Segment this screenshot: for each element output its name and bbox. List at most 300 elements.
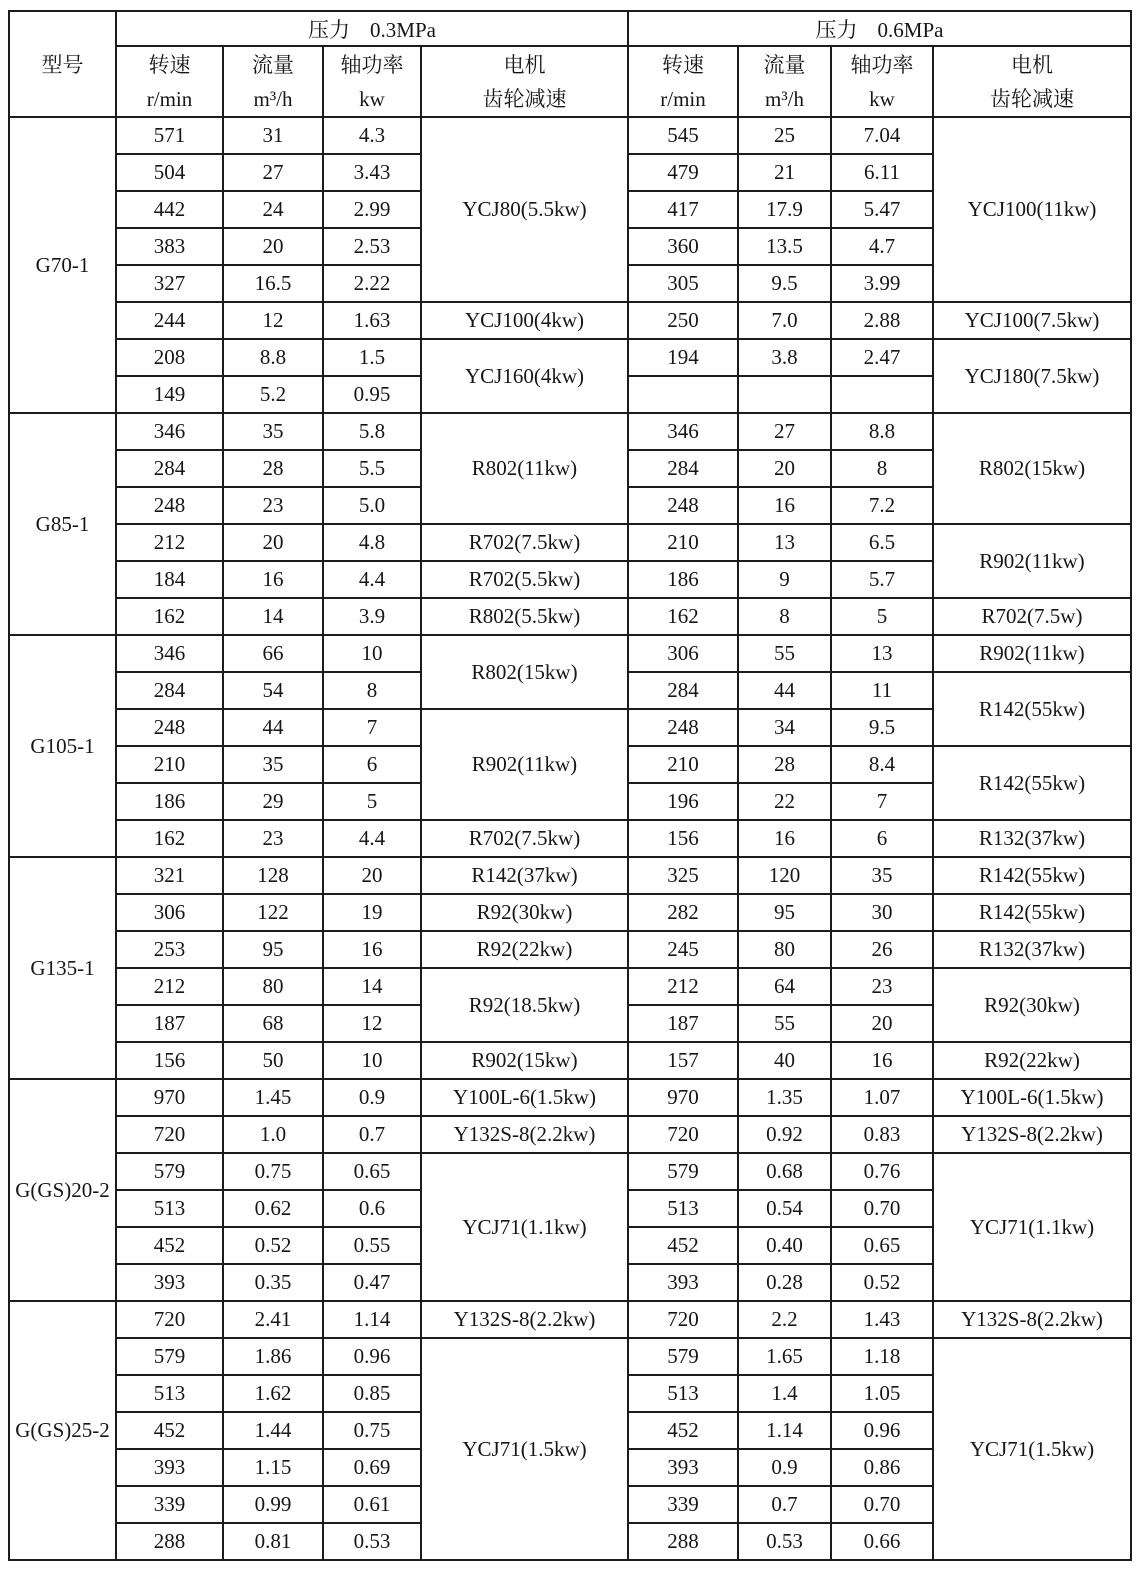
flow-cell: 55 — [738, 635, 831, 672]
flow-cell: 9 — [738, 561, 831, 598]
table-body — [9, 117, 1131, 1560]
motor-cell: R132(37kw) — [933, 820, 1131, 857]
power-cell: 0.6 — [323, 1190, 421, 1227]
speed-column-header: 转速 r/min — [628, 46, 738, 117]
flow-cell: 2.2 — [738, 1301, 831, 1338]
motor-cell: YCJ71(1.5kw) — [421, 1338, 628, 1560]
table-row — [9, 931, 1131, 968]
flow-cell: 0.75 — [223, 1153, 323, 1190]
speed-cell: 210 — [116, 746, 223, 783]
flow-cell: 20 — [738, 450, 831, 487]
pressure-value: 0.6MPa — [877, 17, 944, 42]
power-cell: 0.86 — [831, 1449, 933, 1486]
power-cell: 8 — [323, 672, 421, 709]
speed-cell: 288 — [116, 1523, 223, 1560]
motor-cell: R802(15kw) — [421, 635, 628, 709]
speed-cell: 720 — [628, 1116, 738, 1153]
speed-cell: 513 — [116, 1375, 223, 1412]
pressure-value: 0.3MPa — [370, 17, 436, 42]
flow-cell: 2.41 — [223, 1301, 323, 1338]
flow-cell: 0.53 — [738, 1523, 831, 1560]
speed-cell: 513 — [628, 1190, 738, 1227]
motor-cell: Y100L-6(1.5kw) — [933, 1079, 1131, 1116]
speed-cell: 212 — [116, 968, 223, 1005]
motor-cell: R92(22kw) — [933, 1042, 1131, 1079]
motor-column-header: 电机 齿轮减速 — [933, 46, 1131, 117]
table-row — [9, 1079, 1131, 1116]
speed-cell: 248 — [116, 709, 223, 746]
speed-cell: 184 — [116, 561, 223, 598]
speed-cell: 244 — [116, 302, 223, 339]
speed-cell: 321 — [116, 857, 223, 894]
flow-column-header: 流量 m³/h — [223, 46, 323, 117]
flow-cell: 28 — [738, 746, 831, 783]
flow-cell: 35 — [223, 746, 323, 783]
speed-cell: 720 — [116, 1301, 223, 1338]
table-row — [9, 1042, 1131, 1079]
motor-cell: R702(7.5w) — [933, 598, 1131, 635]
table-row — [9, 635, 1131, 672]
power-cell: 9.5 — [831, 709, 933, 746]
power-cell: 0.95 — [323, 376, 421, 413]
pressure-header-row — [9, 11, 1131, 46]
flow-cell: 22 — [738, 783, 831, 820]
flow-cell: 0.62 — [223, 1190, 323, 1227]
flow-cell: 21 — [738, 154, 831, 191]
speed-cell: 579 — [116, 1338, 223, 1375]
power-cell: 4.8 — [323, 524, 421, 561]
document-page — [0, 10, 1136, 1582]
speed-cell: 284 — [116, 672, 223, 709]
flow-cell: 0.28 — [738, 1264, 831, 1301]
speed-cell: 157 — [628, 1042, 738, 1079]
speed-cell: 305 — [628, 265, 738, 302]
motor-cell: R142(55kw) — [933, 857, 1131, 894]
power-cell: 11 — [831, 672, 933, 709]
speed-cell: 284 — [628, 450, 738, 487]
power-cell: 1.63 — [323, 302, 421, 339]
flow-cell: 40 — [738, 1042, 831, 1079]
power-cell: 5.8 — [323, 413, 421, 450]
speed-cell — [628, 376, 738, 413]
flow-cell: 68 — [223, 1005, 323, 1042]
speed-cell: 288 — [628, 1523, 738, 1560]
flow-cell: 0.99 — [223, 1486, 323, 1523]
flow-cell — [738, 376, 831, 413]
flow-cell: 27 — [738, 413, 831, 450]
speed-cell: 325 — [628, 857, 738, 894]
power-cell: 1.05 — [831, 1375, 933, 1412]
power-cell: 0.53 — [323, 1523, 421, 1560]
speed-cell: 346 — [628, 413, 738, 450]
speed-cell: 162 — [116, 598, 223, 635]
power-cell: 12 — [323, 1005, 421, 1042]
model-cell: G135-1 — [9, 857, 116, 1079]
speed-cell: 210 — [628, 524, 738, 561]
flow-cell: 50 — [223, 1042, 323, 1079]
power-cell: 5.7 — [831, 561, 933, 598]
power-cell: 3.9 — [323, 598, 421, 635]
flow-column-header: 流量 m³/h — [738, 46, 831, 117]
speed-cell: 393 — [116, 1449, 223, 1486]
speed-cell: 186 — [116, 783, 223, 820]
power-cell: 3.43 — [323, 154, 421, 191]
flow-cell: 3.8 — [738, 339, 831, 376]
motor-cell: R802(5.5kw) — [421, 598, 628, 635]
motor-cell: YCJ80(5.5kw) — [421, 117, 628, 302]
speed-cell: 452 — [116, 1412, 223, 1449]
power-cell: 14 — [323, 968, 421, 1005]
flow-cell: 122 — [223, 894, 323, 931]
motor-cell: R142(37kw) — [421, 857, 628, 894]
table-row — [9, 413, 1131, 450]
speed-cell: 210 — [628, 746, 738, 783]
flow-cell: 80 — [223, 968, 323, 1005]
power-column-header: 轴功率 kw — [323, 46, 421, 117]
power-cell: 8.4 — [831, 746, 933, 783]
flow-cell: 7.0 — [738, 302, 831, 339]
speed-cell: 248 — [628, 709, 738, 746]
speed-cell: 187 — [116, 1005, 223, 1042]
flow-cell: 1.35 — [738, 1079, 831, 1116]
speed-cell: 579 — [628, 1153, 738, 1190]
power-cell: 0.61 — [323, 1486, 421, 1523]
flow-cell: 1.65 — [738, 1338, 831, 1375]
flow-cell: 20 — [223, 228, 323, 265]
motor-cell: YCJ100(7.5kw) — [933, 302, 1131, 339]
speed-cell: 579 — [628, 1338, 738, 1375]
power-cell: 30 — [831, 894, 933, 931]
power-cell: 20 — [831, 1005, 933, 1042]
power-cell: 6.5 — [831, 524, 933, 561]
speed-cell: 339 — [628, 1486, 738, 1523]
power-cell: 13 — [831, 635, 933, 672]
power-cell: 0.9 — [323, 1079, 421, 1116]
flow-cell: 1.14 — [738, 1412, 831, 1449]
flow-cell: 23 — [223, 820, 323, 857]
speed-cell: 306 — [628, 635, 738, 672]
power-cell: 4.4 — [323, 820, 421, 857]
power-cell: 3.99 — [831, 265, 933, 302]
speed-cell: 306 — [116, 894, 223, 931]
speed-cell: 720 — [628, 1301, 738, 1338]
flow-cell: 9.5 — [738, 265, 831, 302]
speed-cell: 346 — [116, 635, 223, 672]
motor-cell: R142(55kw) — [933, 746, 1131, 820]
power-cell: 2.47 — [831, 339, 933, 376]
flow-cell: 44 — [738, 672, 831, 709]
flow-cell: 28 — [223, 450, 323, 487]
speed-cell: 149 — [116, 376, 223, 413]
power-cell: 10 — [323, 1042, 421, 1079]
flow-cell: 0.7 — [738, 1486, 831, 1523]
speed-cell: 162 — [628, 598, 738, 635]
motor-cell: R802(11kw) — [421, 413, 628, 524]
motor-cell: R132(37kw) — [933, 931, 1131, 968]
pressure-label: 压力 — [308, 17, 351, 42]
motor-cell: R92(30kw) — [421, 894, 628, 931]
speed-cell: 452 — [628, 1412, 738, 1449]
flow-cell: 95 — [223, 931, 323, 968]
flow-cell: 8.8 — [223, 339, 323, 376]
power-cell: 0.47 — [323, 1264, 421, 1301]
motor-cell: R92(18.5kw) — [421, 968, 628, 1042]
flow-cell: 44 — [223, 709, 323, 746]
power-cell — [831, 376, 933, 413]
flow-cell: 1.4 — [738, 1375, 831, 1412]
flow-cell: 64 — [738, 968, 831, 1005]
pressure-label: 压力 — [815, 17, 858, 42]
table-row — [9, 857, 1131, 894]
flow-cell: 0.81 — [223, 1523, 323, 1560]
speed-cell: 442 — [116, 191, 223, 228]
flow-cell: 1.15 — [223, 1449, 323, 1486]
speed-cell: 250 — [628, 302, 738, 339]
speed-cell: 571 — [116, 117, 223, 154]
motor-cell: YCJ100(11kw) — [933, 117, 1131, 302]
table-row — [9, 524, 1131, 561]
flow-cell: 13 — [738, 524, 831, 561]
model-cell: G70-1 — [9, 117, 116, 413]
power-cell: 6 — [323, 746, 421, 783]
speed-cell: 186 — [628, 561, 738, 598]
motor-cell: Y132S-8(2.2kw) — [421, 1116, 628, 1153]
motor-cell: R142(55kw) — [933, 894, 1131, 931]
motor-cell: YCJ100(4kw) — [421, 302, 628, 339]
speed-cell: 545 — [628, 117, 738, 154]
power-cell: 0.76 — [831, 1153, 933, 1190]
flow-cell: 16.5 — [223, 265, 323, 302]
motor-cell: R702(7.5kw) — [421, 524, 628, 561]
speed-cell: 284 — [628, 672, 738, 709]
speed-cell: 504 — [116, 154, 223, 191]
speed-cell: 513 — [116, 1190, 223, 1227]
flow-cell: 0.68 — [738, 1153, 831, 1190]
motor-column-header: 电机 齿轮减速 — [421, 46, 628, 117]
power-cell: 5.5 — [323, 450, 421, 487]
speed-cell: 513 — [628, 1375, 738, 1412]
power-cell: 26 — [831, 931, 933, 968]
motor-cell: R92(22kw) — [421, 931, 628, 968]
flow-cell: 35 — [223, 413, 323, 450]
power-cell: 0.52 — [831, 1264, 933, 1301]
speed-cell: 393 — [628, 1264, 738, 1301]
flow-cell: 0.52 — [223, 1227, 323, 1264]
power-cell: 1.07 — [831, 1079, 933, 1116]
table-row — [9, 339, 1131, 376]
power-cell: 1.5 — [323, 339, 421, 376]
speed-cell: 156 — [628, 820, 738, 857]
power-cell: 1.14 — [323, 1301, 421, 1338]
flow-cell: 1.0 — [223, 1116, 323, 1153]
speed-cell: 970 — [628, 1079, 738, 1116]
motor-cell: Y132S-8(2.2kw) — [421, 1301, 628, 1338]
motor-cell: R702(5.5kw) — [421, 561, 628, 598]
flow-cell: 13.5 — [738, 228, 831, 265]
flow-cell: 29 — [223, 783, 323, 820]
pressure-group-0.6mpa — [628, 11, 1131, 46]
model-cell: G(GS)20-2 — [9, 1079, 116, 1301]
speed-cell: 452 — [116, 1227, 223, 1264]
flow-cell: 55 — [738, 1005, 831, 1042]
speed-cell: 253 — [116, 931, 223, 968]
power-cell: 5.0 — [323, 487, 421, 524]
power-cell: 0.83 — [831, 1116, 933, 1153]
table-row — [9, 1116, 1131, 1153]
motor-cell: R902(11kw) — [421, 709, 628, 820]
power-cell: 0.85 — [323, 1375, 421, 1412]
speed-cell: 212 — [116, 524, 223, 561]
power-cell: 4.4 — [323, 561, 421, 598]
speed-cell: 284 — [116, 450, 223, 487]
flow-cell: 1.44 — [223, 1412, 323, 1449]
speed-cell: 970 — [116, 1079, 223, 1116]
flow-cell: 25 — [738, 117, 831, 154]
speed-cell: 282 — [628, 894, 738, 931]
speed-cell: 579 — [116, 1153, 223, 1190]
motor-cell: R142(55kw) — [933, 672, 1131, 746]
pressure-group-0.3mpa — [116, 11, 628, 46]
motor-cell: R92(30kw) — [933, 968, 1131, 1042]
speed-cell: 720 — [116, 1116, 223, 1153]
table-row — [9, 1301, 1131, 1338]
speed-cell: 196 — [628, 783, 738, 820]
flow-cell: 17.9 — [738, 191, 831, 228]
power-cell: 0.70 — [831, 1190, 933, 1227]
column-header-row — [9, 46, 1131, 117]
flow-cell: 0.92 — [738, 1116, 831, 1153]
speed-cell: 212 — [628, 968, 738, 1005]
flow-cell: 16 — [738, 487, 831, 524]
power-cell: 8 — [831, 450, 933, 487]
flow-cell: 1.45 — [223, 1079, 323, 1116]
power-cell: 5.47 — [831, 191, 933, 228]
power-cell: 2.53 — [323, 228, 421, 265]
motor-cell: Y132S-8(2.2kw) — [933, 1116, 1131, 1153]
table-row — [9, 1153, 1131, 1190]
power-cell: 4.7 — [831, 228, 933, 265]
motor-cell: R702(7.5kw) — [421, 820, 628, 857]
power-cell: 0.55 — [323, 1227, 421, 1264]
speed-cell: 248 — [628, 487, 738, 524]
speed-cell: 346 — [116, 413, 223, 450]
flow-cell: 1.86 — [223, 1338, 323, 1375]
motor-cell: R902(11kw) — [933, 524, 1131, 598]
speed-cell: 360 — [628, 228, 738, 265]
flow-cell: 80 — [738, 931, 831, 968]
table-row — [9, 1338, 1131, 1375]
speed-cell: 162 — [116, 820, 223, 857]
flow-cell: 23 — [223, 487, 323, 524]
power-cell: 7 — [831, 783, 933, 820]
flow-cell: 24 — [223, 191, 323, 228]
motor-cell: YCJ71(1.1kw) — [933, 1153, 1131, 1301]
table-row — [9, 820, 1131, 857]
power-cell: 0.66 — [831, 1523, 933, 1560]
flow-cell: 0.40 — [738, 1227, 831, 1264]
power-cell: 35 — [831, 857, 933, 894]
flow-cell: 31 — [223, 117, 323, 154]
table-row — [9, 598, 1131, 635]
power-cell: 23 — [831, 968, 933, 1005]
speed-cell: 327 — [116, 265, 223, 302]
power-cell: 2.22 — [323, 265, 421, 302]
speed-cell: 187 — [628, 1005, 738, 1042]
flow-cell: 20 — [223, 524, 323, 561]
motor-cell: YCJ71(1.5kw) — [933, 1338, 1131, 1560]
flow-cell: 128 — [223, 857, 323, 894]
power-cell: 0.65 — [323, 1153, 421, 1190]
flow-cell: 34 — [738, 709, 831, 746]
power-cell: 19 — [323, 894, 421, 931]
table-row — [9, 302, 1131, 339]
power-cell: 7.04 — [831, 117, 933, 154]
power-cell: 16 — [831, 1042, 933, 1079]
motor-cell: YCJ71(1.1kw) — [421, 1153, 628, 1301]
model-cell: G85-1 — [9, 413, 116, 635]
speed-cell: 393 — [116, 1264, 223, 1301]
power-cell: 0.69 — [323, 1449, 421, 1486]
motor-cell: R902(15kw) — [421, 1042, 628, 1079]
power-cell: 2.88 — [831, 302, 933, 339]
flow-cell: 95 — [738, 894, 831, 931]
power-cell: 7 — [323, 709, 421, 746]
speed-cell: 417 — [628, 191, 738, 228]
power-cell: 0.70 — [831, 1486, 933, 1523]
speed-column-header: 转速 r/min — [116, 46, 223, 117]
flow-cell: 12 — [223, 302, 323, 339]
table-row — [9, 894, 1131, 931]
power-cell: 4.3 — [323, 117, 421, 154]
model-column-header: 型号 — [9, 11, 116, 117]
flow-cell: 16 — [223, 561, 323, 598]
power-cell: 8.8 — [831, 413, 933, 450]
table-row — [9, 117, 1131, 154]
power-cell: 0.75 — [323, 1412, 421, 1449]
power-cell: 5 — [831, 598, 933, 635]
speed-cell: 194 — [628, 339, 738, 376]
speed-cell: 479 — [628, 154, 738, 191]
flow-cell: 54 — [223, 672, 323, 709]
power-cell: 5 — [323, 783, 421, 820]
flow-cell: 8 — [738, 598, 831, 635]
power-cell: 1.18 — [831, 1338, 933, 1375]
speed-cell: 339 — [116, 1486, 223, 1523]
flow-cell: 16 — [738, 820, 831, 857]
motor-cell: R802(15kw) — [933, 413, 1131, 524]
power-cell: 2.99 — [323, 191, 421, 228]
power-cell: 7.2 — [831, 487, 933, 524]
flow-cell: 1.62 — [223, 1375, 323, 1412]
speed-cell: 248 — [116, 487, 223, 524]
power-cell: 0.96 — [323, 1338, 421, 1375]
motor-cell: Y100L-6(1.5kw) — [421, 1079, 628, 1116]
power-cell: 20 — [323, 857, 421, 894]
motor-cell: YCJ180(7.5kw) — [933, 339, 1131, 413]
power-cell: 6 — [831, 820, 933, 857]
flow-cell: 0.9 — [738, 1449, 831, 1486]
flow-cell: 27 — [223, 154, 323, 191]
speed-cell: 393 — [628, 1449, 738, 1486]
flow-cell: 66 — [223, 635, 323, 672]
power-cell: 6.11 — [831, 154, 933, 191]
power-column-header: 轴功率 kw — [831, 46, 933, 117]
pump-spec-table — [8, 10, 1132, 1561]
speed-cell: 245 — [628, 931, 738, 968]
power-cell: 0.65 — [831, 1227, 933, 1264]
power-cell: 1.43 — [831, 1301, 933, 1338]
flow-cell: 14 — [223, 598, 323, 635]
